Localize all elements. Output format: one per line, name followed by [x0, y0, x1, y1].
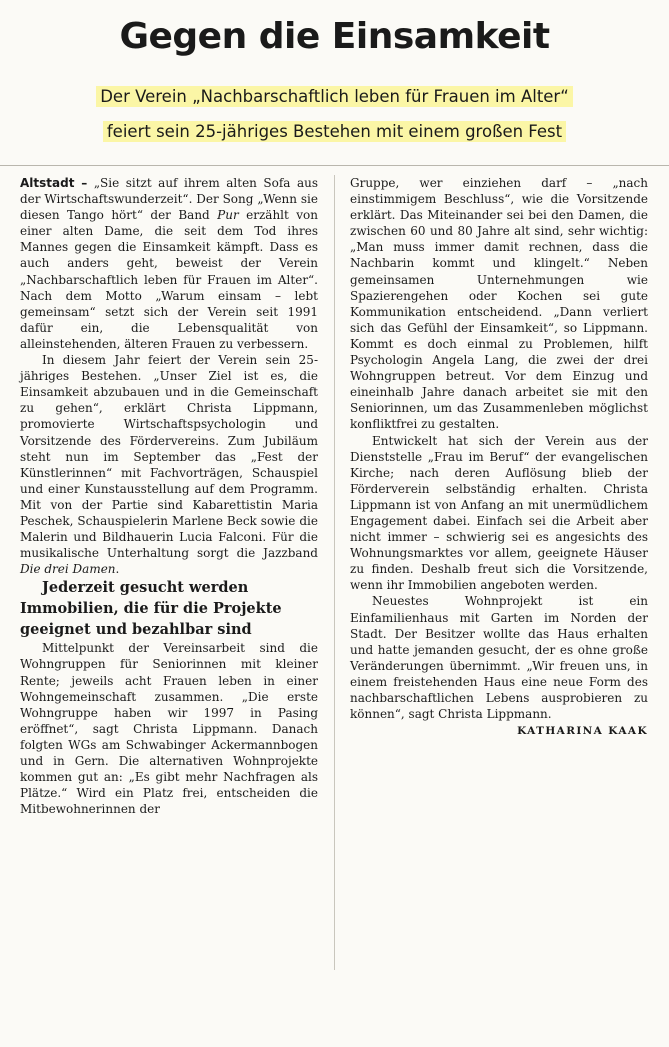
column-left: [20, 175, 318, 817]
band-name-drei-damen: Die drei Damen: [20, 562, 116, 577]
paragraph-anniversary-b: .: [115, 562, 120, 577]
paragraph-intro: [20, 175, 318, 352]
paragraph-anniversary-a: In diesem Jahr feiert der Verein sein 25-jähriges Bestehen. „Unser Ziel ist es, die Einsamkeit abzubauen und in die Gemeinschaft zu gehen“, erklärt Christa Lippmann, promovierte Wirtschaftspsychologin und Vorsitzende des Fördervereins. Zum Jubiläum steht nun im September das „Fest der Künstlerinnen“ mit Fachvorträgen, Schauspiel und einer Kunstausstellung auf dem Programm. Mit von der Partie sind Kabarettistin Maria Peschek, Schauspielerin Marlene Beck sowie die Malerin und Bildhauerin Lucia Falconi. Für die musikalische Unterhaltung sorgt die Jazzband: [20, 353, 318, 561]
paragraph-newest: [350, 593, 648, 738]
paragraph-gruppe: Gruppe, wer einziehen darf – „nach einstimmigem Beschluss“, wie die Vorsitzende erklärt. Das Miteinander sei bei den Damen, die zwischen 60 und 80 Jahre alt sind, sehr wichtig: „Man muss immer damit rechnen, dass die Nachbarin kommt und klingelt.“ Neben gemeinsamen Unternehmungen wie Spazierengehen oder Kochen sei gute Kommunikation entscheidend. „Dann verliert sich das Gefühl der Einsamkeit“, so Lippmann. Kommt es doch einmal zu Problemen, hilft Psychologin Angela Lang, die zwei der drei Wohngruppen betreut. Vor dem Einzug und eineinhalb Jahre danach arbeitet sie mit den Seniorinnen, um das Zusammenleben möglichst konfliktfrei zu gestalten.: [350, 176, 648, 432]
subline-2-text: feiert sein 25-jähriges Bestehen mit einem großen Fest: [103, 121, 566, 142]
paragraph-history: Entwickelt hat sich der Verein aus der Dienststelle „Frau im Beruf“ der evangelischen Kirche; nach deren Auflösung blieb der Förderverein selbständig erhalten. Christa Lippmann ist von Anfang an mit unermüdlichem Engagement dabei. Einfach sei die Arbeit aber nicht immer – schwierig sei es angesichts des Wohnungsmarktes vor allem, geeignete Häuser zu finden. Deshalb freut sich die Vorsitzende, wenn ihr Immobilien angeboten werden.: [350, 433, 648, 593]
column-right: [350, 175, 648, 739]
subheading: Jederzeit gesucht werden Immobilien, die für die Projekte geeignet und bezahlbar sind: [20, 579, 282, 639]
paragraph-intro-a: „Sie sitzt auf ihrem alten Sofa aus der Wirtschaftswunderzeit“. Der Song „Wenn sie diesen Tango hört“ der Band: [20, 176, 318, 223]
paragraph-wohngruppen: Mittelpunkt der Vereinsarbeit sind die Wohngruppen für Seniorinnen mit kleiner Rente; jeweils acht Frauen leben in einer Wohngemeinschaft zusammen. „Die erste Wohngruppe haben wir 1997 in Pasing eröffnet“, sagt Christa Lippmann. Danach folgten WGs am Schwabinger Ackermannbogen und in Gern. Die alternativen Wohnprojekte kommen gut an: „Es gibt mehr Nachfragen als Plätze.“ Wird ein Platz frei, entscheiden die Mitbewohnerinnen der: [20, 641, 318, 817]
paragraph-intro-b: erzählt von einer alten Dame, die seit dem Tod ihres Mannes gegen die Einsamkeit kämpft. Dass es auch anders geht, beweist der Verein „Nachbarschaftlich leben für Frauen im Alter“. Nach dem Motto „Warum einsam – lebt gemeinsam“ setzt sich der Verein seit 1991 dafür ein, die Lebensqualität von alleinstehenden, älteren Frauen zu verbessern.: [20, 208, 318, 351]
band-name-pur: Pur: [217, 208, 239, 223]
paragraph-newest-text: Neuestes Wohnprojekt ist ein Einfamilienhaus mit Garten im Norden der Stadt. Der Besitzer wollte das Haus erhalten und hatte jemanden gesucht, der es ohne große Veränderungen übernimmt. „Wir freuen uns, in einem freistehenden Haus eine neue Form des nachbarschaftlichen Lebens ausprobieren zu können“, sagt Christa Lippmann.: [350, 594, 648, 722]
headline: Gegen die Einsamkeit: [119, 16, 550, 57]
dateline: Altstadt –: [20, 176, 88, 190]
paragraph-anniversary: [20, 352, 318, 577]
subline-1-text: Der Verein „Nachbarschaftlich leben für Frauen im Alter“: [96, 86, 573, 107]
author-byline: KATHARINA KAAK: [517, 725, 648, 738]
header-rule: [0, 165, 669, 166]
column-divider: [334, 175, 335, 970]
subline-2: [0, 121, 669, 143]
subline-1: [0, 86, 669, 108]
